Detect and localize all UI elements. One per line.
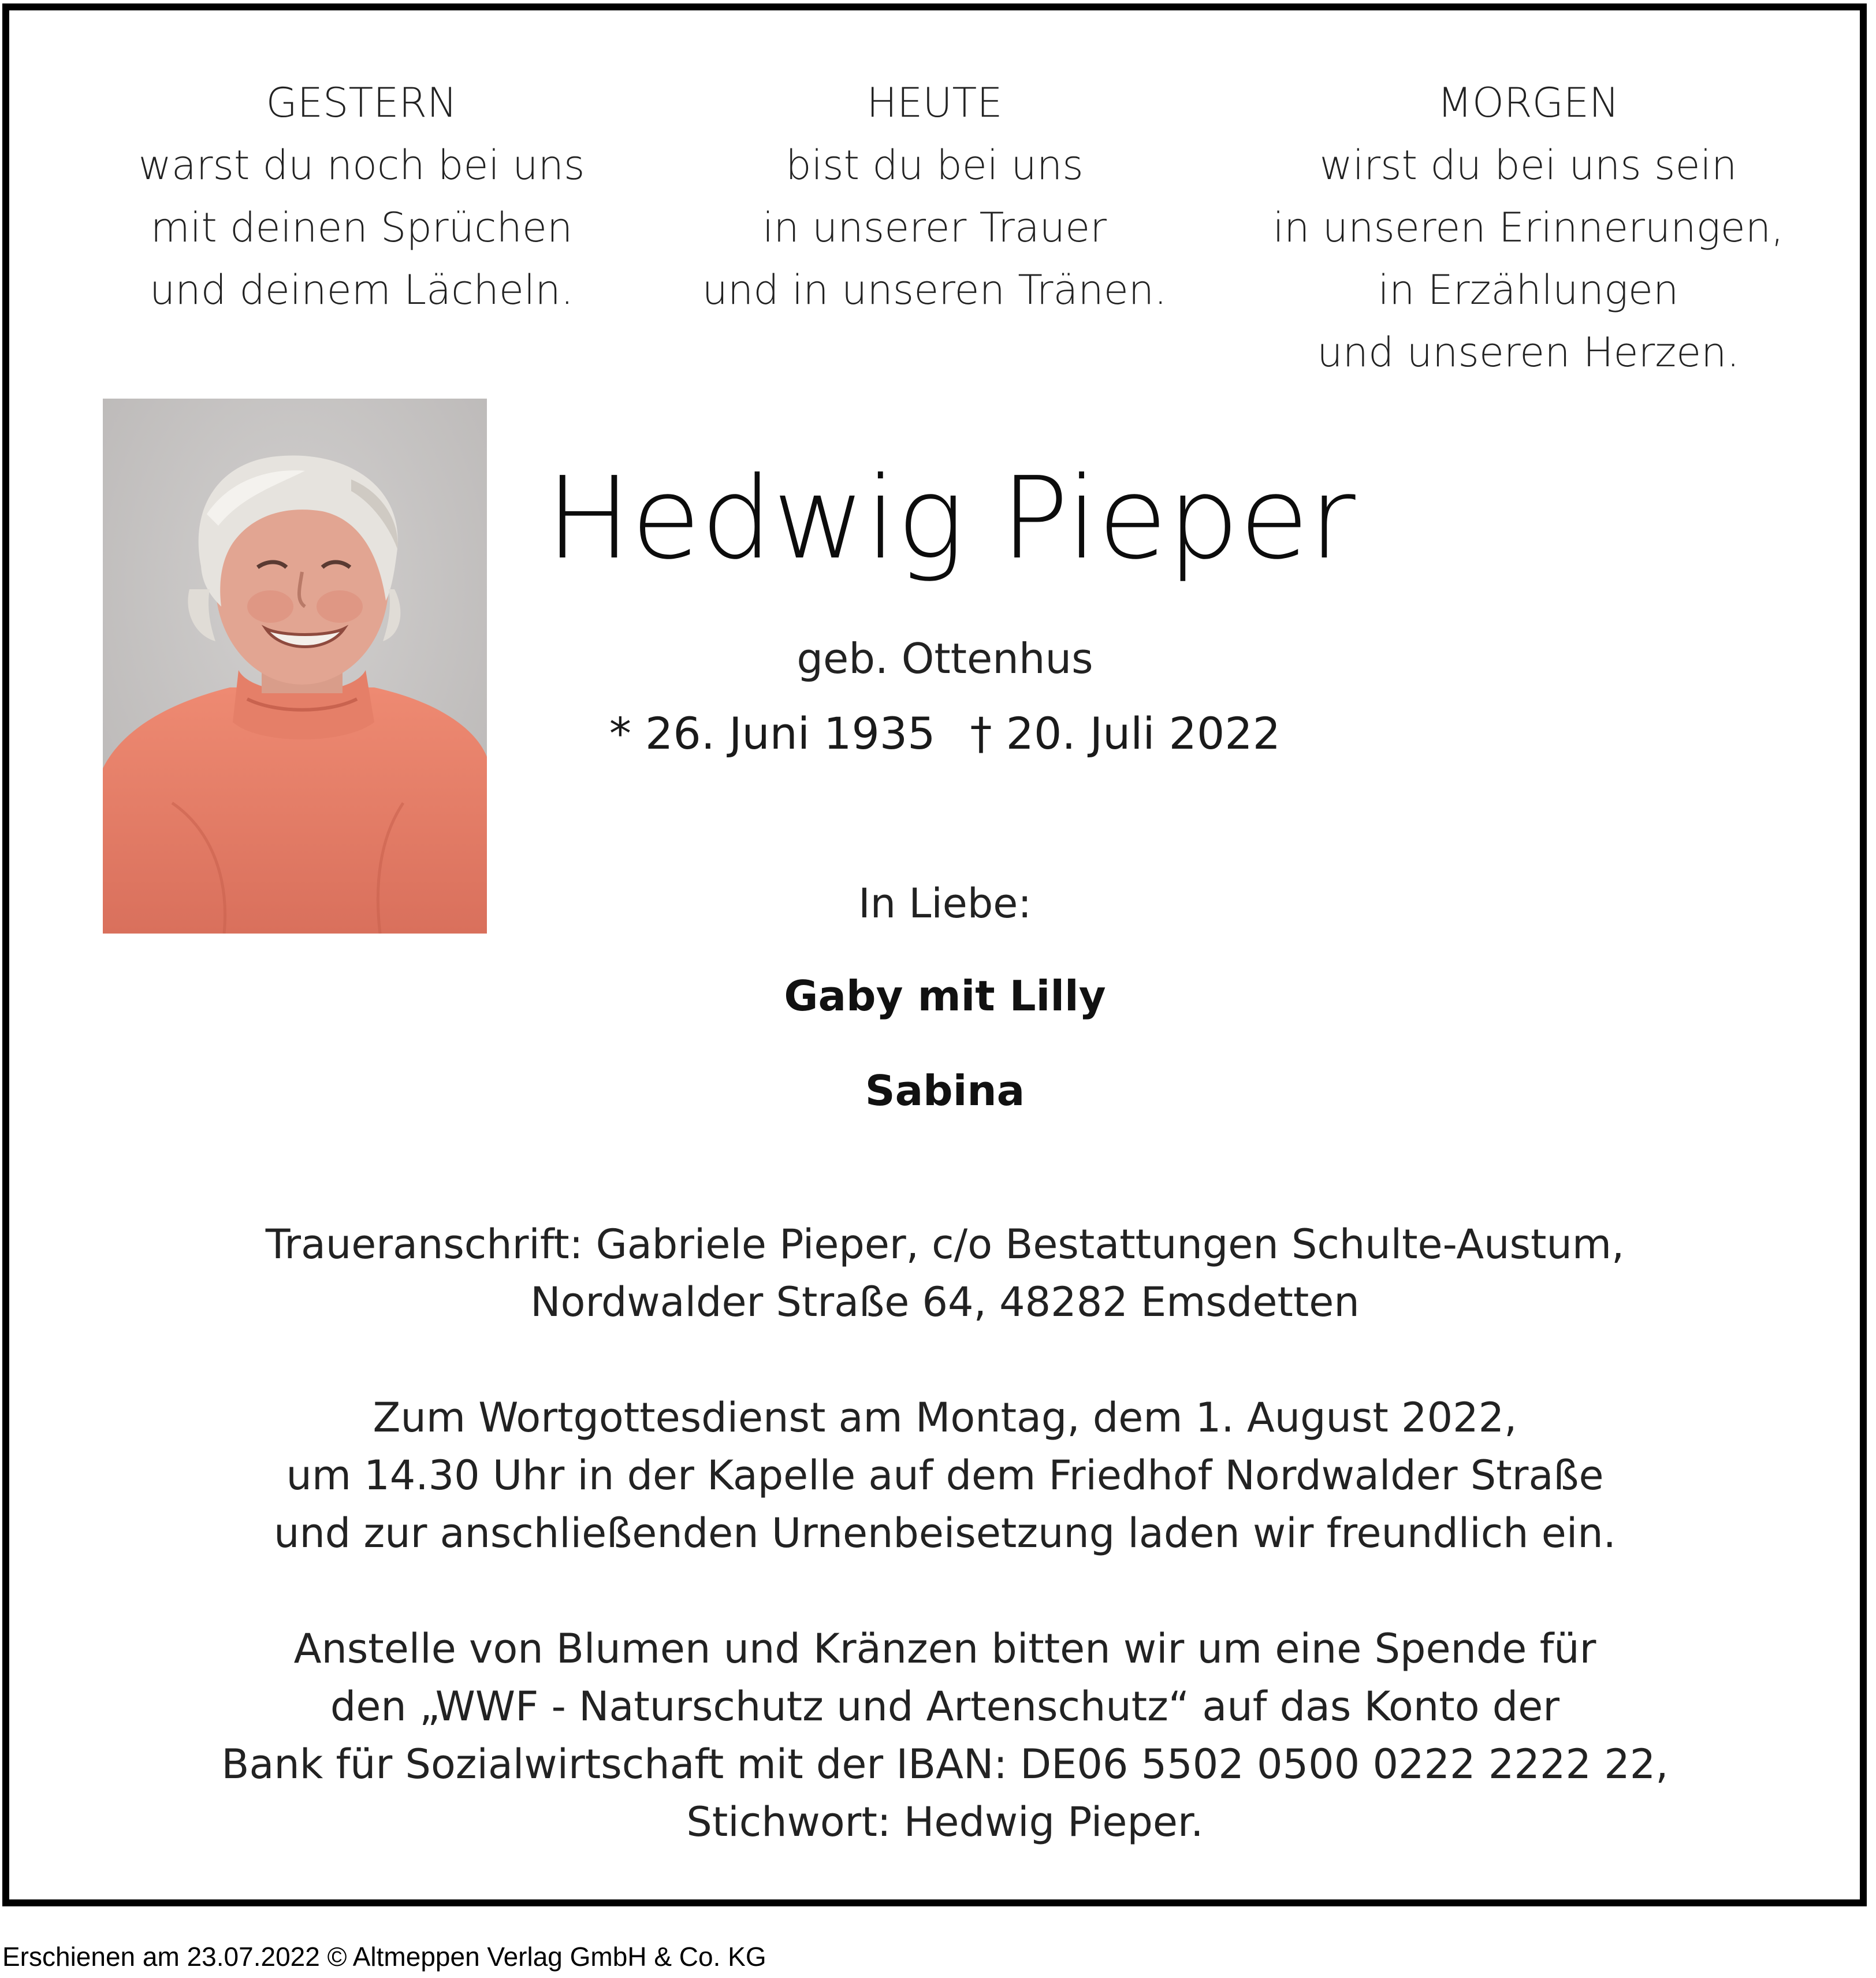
donation-notice [183,1620,1707,1851]
verse-heading: HEUTE [866,79,1003,127]
deceased-name: Hedwig Pieper [546,453,1356,585]
life-dates [183,705,1707,763]
verse-line: warst du noch bei uns [138,142,585,189]
mourner-name: Sabina [865,1066,1025,1115]
obituary-frame [2,3,1867,1906]
verse-yesterday [79,72,645,321]
service-notice [183,1389,1707,1562]
verse-line: bist du bei uns [786,142,1084,189]
verse-line: und in unseren Tränen. [702,266,1167,314]
mourning-address [183,1215,1707,1331]
donation-line: den „WWF - Naturschutz und Artenschutz“ auf das Konto der [330,1683,1560,1730]
verse-heading: GESTERN [266,79,457,127]
donation-line: Stichwort: Hedwig Pieper. [686,1798,1204,1846]
death-date: † 20. Juli 2022 [970,708,1281,759]
publication-footer: Erschienen am 23.07.2022 © Altmeppen Verlag GmbH & Co. KG [2,1942,766,1972]
verse-today [652,72,1218,321]
verse-line: und deinem Lächeln. [149,266,574,314]
service-line: und zur anschließenden Urnenbeisetzung laden wir freundlich ein. [274,1509,1616,1557]
verse-line: wirst du bei uns sein [1319,142,1737,189]
verse-tomorrow [1245,72,1811,384]
address-line: Traueranschrift: Gabriele Pieper, c/o Bestattungen Schulte-Austum, [265,1221,1625,1268]
birth-date: * 26. Juni 1935 [609,708,936,759]
verse-heading: MORGEN [1437,79,1620,127]
service-line: um 14.30 Uhr in der Kapelle auf dem Friedhof Nordwalder Straße [286,1452,1604,1499]
verse-line: und unseren Herzen. [1317,329,1740,376]
service-line: Zum Wortgottesdienst am Montag, dem 1. August 2022, [373,1394,1517,1441]
donation-line: Anstelle von Blumen und Kränzen bitten wir um eine Spende für [293,1625,1596,1672]
mourner-name: Gaby mit Lilly [784,972,1106,1020]
verse-line: in Erzählungen [1378,266,1679,314]
address-line: Nordwalder Straße 64, 48282 Emsdetten [530,1278,1360,1326]
verse-line: in unserer Trauer [762,204,1107,251]
maiden-name: geb. Ottenhus [796,634,1093,683]
mourners-intro: In Liebe: [858,880,1032,927]
donation-line: Bank für Sozialwirtschaft mit der IBAN: DE06 5502 0500 0222 2222 22, [221,1741,1669,1788]
verse-line: in unseren Erinnerungen, [1272,204,1784,251]
verse-line: mit deinen Sprüchen [150,204,573,251]
